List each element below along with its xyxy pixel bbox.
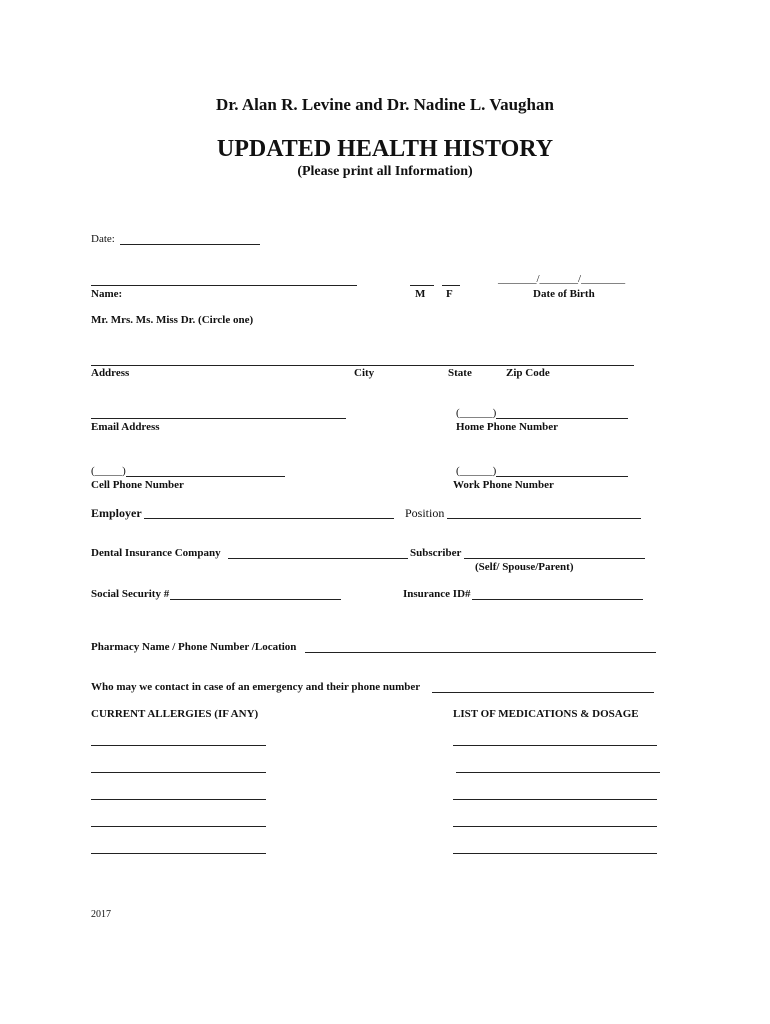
sex-m-field[interactable] xyxy=(410,285,434,286)
state-label: State xyxy=(448,367,472,379)
dental-insurance-label: Dental Insurance Company xyxy=(91,547,221,559)
page-subtitle: (Please print all Information) xyxy=(297,164,473,179)
home-phone-label: Home Phone Number xyxy=(456,421,559,433)
m-label: M xyxy=(415,288,426,300)
zip-label: Zip Code xyxy=(506,367,550,379)
email-field[interactable] xyxy=(91,418,346,419)
allergy-line[interactable] xyxy=(91,745,266,746)
work-phone-label: Work Phone Number xyxy=(453,479,554,491)
allergy-line[interactable] xyxy=(91,772,266,773)
position-field[interactable] xyxy=(447,518,641,519)
medications-heading: LIST OF MEDICATIONS & DOSAGE xyxy=(453,708,639,720)
footer-year: 2017 xyxy=(91,909,111,920)
emergency-contact-field[interactable] xyxy=(432,692,654,693)
title-options[interactable]: Mr. Mrs. Ms. Miss Dr. (Circle one) xyxy=(91,314,254,326)
medication-line[interactable] xyxy=(453,853,657,854)
allergy-line[interactable] xyxy=(91,853,266,854)
position-label: Position xyxy=(405,506,445,520)
work-phone-area[interactable]: (______) xyxy=(456,465,497,477)
subscriber-note: (Self/ Spouse/Parent) xyxy=(475,561,574,573)
dob-label: Date of Birth xyxy=(533,288,595,300)
medication-line[interactable] xyxy=(453,745,657,746)
f-label: F xyxy=(446,288,453,300)
allergies-heading: CURRENT ALLERGIES (IF ANY) xyxy=(91,708,259,720)
employer-field[interactable] xyxy=(144,518,394,519)
address-field[interactable] xyxy=(91,365,634,366)
subscriber-field[interactable] xyxy=(464,558,645,559)
allergy-line[interactable] xyxy=(91,826,266,827)
dob-field[interactable]: _______/_______/________ xyxy=(498,273,626,285)
pharmacy-field[interactable] xyxy=(305,652,656,653)
email-label: Email Address xyxy=(91,421,160,433)
medication-line[interactable] xyxy=(453,799,657,800)
medication-line[interactable] xyxy=(456,772,660,773)
dental-insurance-field[interactable] xyxy=(228,558,408,559)
address-label: Address xyxy=(91,367,130,379)
home-phone-field[interactable] xyxy=(496,418,628,419)
ssn-label: Social Security # xyxy=(91,588,170,600)
name-field[interactable] xyxy=(91,285,357,286)
date-field[interactable] xyxy=(120,244,260,245)
insurance-id-field[interactable] xyxy=(472,599,643,600)
work-phone-field[interactable] xyxy=(496,476,628,477)
name-label: Name: xyxy=(91,288,123,300)
date-label: Date: xyxy=(91,233,115,245)
city-label: City xyxy=(354,367,375,379)
cell-phone-label: Cell Phone Number xyxy=(91,479,184,491)
cell-phone-field[interactable] xyxy=(126,476,285,477)
pharmacy-label: Pharmacy Name / Phone Number /Location xyxy=(91,641,297,653)
insurance-id-label: Insurance ID# xyxy=(403,588,471,600)
subscriber-label: Subscriber xyxy=(410,547,462,559)
home-phone-area[interactable]: (______) xyxy=(456,407,497,419)
emergency-contact-label: Who may we contact in case of an emergency and their phone number xyxy=(91,681,421,693)
allergy-line[interactable] xyxy=(91,799,266,800)
ssn-field[interactable] xyxy=(170,599,341,600)
page-title: UPDATED HEALTH HISTORY xyxy=(216,136,554,162)
employer-label: Employer xyxy=(91,506,142,520)
cell-phone-area[interactable]: (_____) xyxy=(91,465,126,477)
practice-name: Dr. Alan R. Levine and Dr. Nadine L. Vaughan xyxy=(216,95,554,114)
sex-f-field[interactable] xyxy=(442,285,460,286)
medication-line[interactable] xyxy=(453,826,657,827)
